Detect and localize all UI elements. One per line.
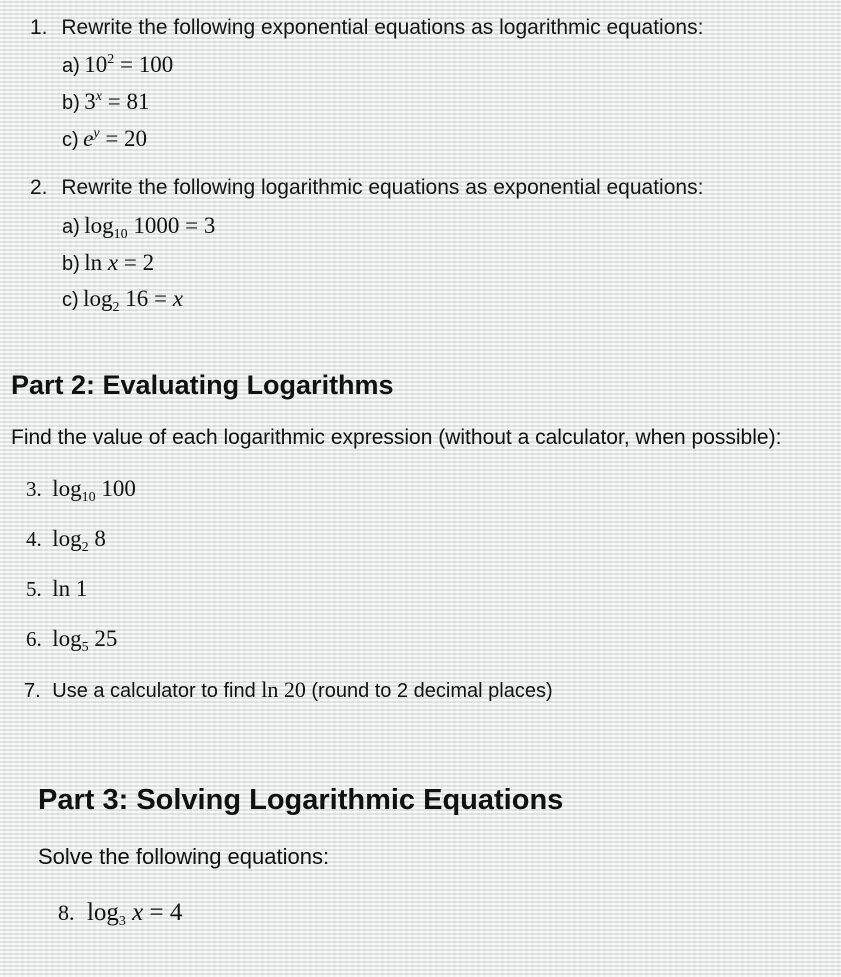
part-label: b) — [62, 253, 80, 275]
q3-item — [26, 476, 136, 505]
q6-item — [26, 626, 118, 655]
expression: ln 20 — [261, 677, 306, 702]
question-number: 1. — [30, 16, 48, 39]
item-number: 7. — [24, 680, 41, 702]
expression: $\log_{10} 100$ — [52, 476, 136, 505]
equation: ln x = 2 — [84, 250, 155, 275]
equation: $\log_{10} 1000 = 3$ — [84, 213, 216, 242]
q7-text-after: (round to 2 decimal places) — [311, 680, 553, 702]
q7-item — [24, 677, 553, 703]
part-2-instruction: Find the value of each logarithmic expression (without a calculator, when possible): — [11, 426, 782, 449]
part-3-heading: Part 3: Solving Logarithmic Equations — [38, 784, 564, 816]
item-number: 3. — [26, 477, 42, 501]
question-number: 2. — [30, 176, 48, 199]
q2-part-c — [62, 286, 183, 315]
equation: $10^2 = 100$ — [84, 52, 174, 77]
q1-part-c — [62, 126, 147, 152]
q2-part-a — [62, 213, 216, 242]
part-label: b) — [62, 92, 80, 114]
question-2 — [30, 176, 703, 200]
equation: $3^x = 81$ — [84, 89, 150, 114]
item-number: 4. — [26, 527, 42, 551]
equation: $\log_3 x = 4$ — [86, 899, 183, 929]
part-3-instruction: Solve the following equations: — [38, 844, 330, 869]
q1-part-a — [62, 52, 173, 78]
q4-item — [26, 526, 106, 555]
expression: ln 1 — [52, 576, 88, 601]
item-number: 5. — [26, 577, 42, 601]
question-text: Rewrite the following exponential equations as logarithmic equations: — [61, 16, 704, 39]
q5-item — [26, 576, 87, 602]
q2-part-b — [62, 250, 154, 276]
question-1 — [30, 16, 703, 40]
equation: $e^y = 20$ — [83, 126, 148, 151]
q7-text-before: Use a calculator to find — [52, 680, 256, 702]
item-number: 6. — [26, 627, 42, 651]
part-label: c) — [62, 129, 79, 151]
expression: $\log_5 25$ — [52, 626, 118, 655]
q1-part-b — [62, 89, 149, 115]
part-label: a) — [62, 216, 80, 238]
item-number: 8. — [58, 900, 75, 925]
question-text: Rewrite the following logarithmic equations as exponential equations: — [61, 176, 704, 199]
q8-item — [58, 899, 182, 927]
expression: $\log_2 8$ — [52, 526, 106, 555]
equation: $\log_2 16 = x$ — [83, 286, 183, 315]
part-label: a) — [62, 55, 80, 77]
part-label: c) — [62, 289, 79, 311]
part-2-heading: Part 2: Evaluating Logarithms — [11, 370, 394, 400]
